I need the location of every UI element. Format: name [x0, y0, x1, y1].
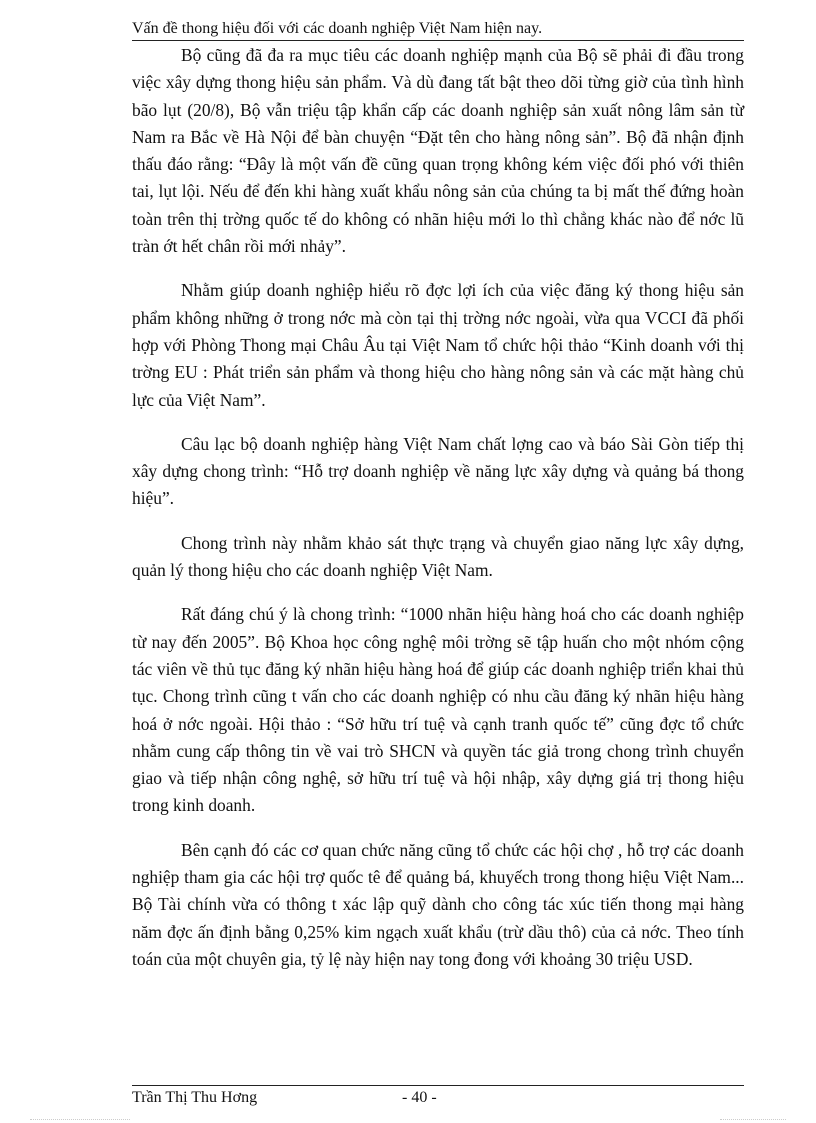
footer-author: Trần Thị Thu Hơng: [132, 1089, 258, 1106]
running-footer: [132, 1085, 744, 1106]
paragraph: Bên cạnh đó các cơ quan chức năng cũng tổ chức các hội chợ , hỗ trợ các doanh nghiệp tham gia các hội trợ quốc tê để quảng bá, khuyếch trong thong hiệu Việt Nam... Bộ Tài chính vừa có thông t xác lập quỹ dành cho công tác xúc tiến thong mại hàng năm đợc ấn định bằng 0,25% kim ngạch xuất khẩu (trừ dầu thô) của cả nớc. Theo tính toán của một chuyên gia, tỷ lệ này hiện nay tong đong với khoảng 30 triệu USD.: [132, 839, 744, 969]
bottom-dotted-rule-right: [720, 1119, 786, 1121]
paragraph: Rất đáng chú ý là chong trình: “1000 nhãn hiệu hàng hoá cho các doanh nghiệp từ nay đến 2005”. Bộ Khoa học công nghệ môi trờng sẽ tập huấn cho một nhóm cộng tác viên về thủ tục đăng ký nhãn hiệu hàng hoá để giúp các doanh nghiệp triển khai thủ tục. Chong trình cũng t vấn cho các doanh nghiệp có nhu cầu đăng ký nhãn hiệu hàng hoá ở nớc ngoài. Hội thảo : “Sở hữu trí tuệ và cạnh tranh quốc tế” cũng đợc tổ chức nhằm cung cấp thông tin về vai trò SHCN và quyền tác giả trong chong trình chuyển giao và tiếp nhận công nghệ, sở hữu trí tuệ và hội nhập, xây dựng giá trị thong hiệu trong kinh doanh.: [132, 604, 744, 816]
document-body: [132, 42, 744, 973]
paragraph: Nhằm giúp doanh nghiệp hiểu rõ đợc lợi ích của việc đăng ký thong hiệu sản phẩm không những ở trong nớc mà còn tại thị trờng nớc ngoài, vừa qua VCCI đã phối hợp với Phòng Thong mại Châu Âu tại Việt Nam tổ chức hội thảo “Kinh doanh với thị trờng EU : Phát triển sản phẩm và thong hiệu cho hàng nông sản và các mặt hàng chủ lực của Việt Nam”.: [132, 280, 744, 410]
page-number: - 40 -: [402, 1089, 437, 1106]
header-title: Vấn đề thong hiệu đối với các doanh nghiệp Việt Nam hiện nay.: [132, 20, 543, 37]
paragraph: Câu lạc bộ doanh nghiệp hàng Việt Nam chất lợng cao và báo Sài Gòn tiếp thị xây dựng chong trình: “Hỗ trợ doanh nghiệp về năng lực xây dựng và quảng bá thong hiệu”.: [132, 433, 744, 509]
paragraph: Chong trình này nhằm khảo sát thực trạng và chuyển giao năng lực xây dựng, quản lý thong hiệu cho các doanh nghiệp Việt Nam.: [132, 532, 744, 581]
paragraph: Bộ cũng đã đa ra mục tiêu các doanh nghiệp mạnh của Bộ sẽ phải đi đầu trong việc xây dựng thong hiệu sản phẩm. Và dù đang tất bật theo dõi từng giờ của tình hình bão lụt (20/8), Bộ vẫn triệu tập khẩn cấp các doanh nghiệp sản xuất nông lâm sản từ Nam ra Bắc về Hà Nội để bàn chuyện “Đặt tên cho hàng nông sản”. Bộ đã nhận định thấu đáo rằng: “Đây là một vấn đề cũng quan trọng không kém việc đối phó với thiên tai, lụt lội. Nếu để đến khi hàng xuất khẩu nông sản của chúng ta bị mất thế đứng hoàn toàn trên thị trờng quốc tế do không có nhãn hiệu mới lo thì chẳng khác nào để nớc lũ tràn ớt hết chân rồi mới nhảy”.: [132, 45, 744, 257]
bottom-dotted-rule-left: [30, 1119, 130, 1121]
running-header: [132, 18, 744, 41]
